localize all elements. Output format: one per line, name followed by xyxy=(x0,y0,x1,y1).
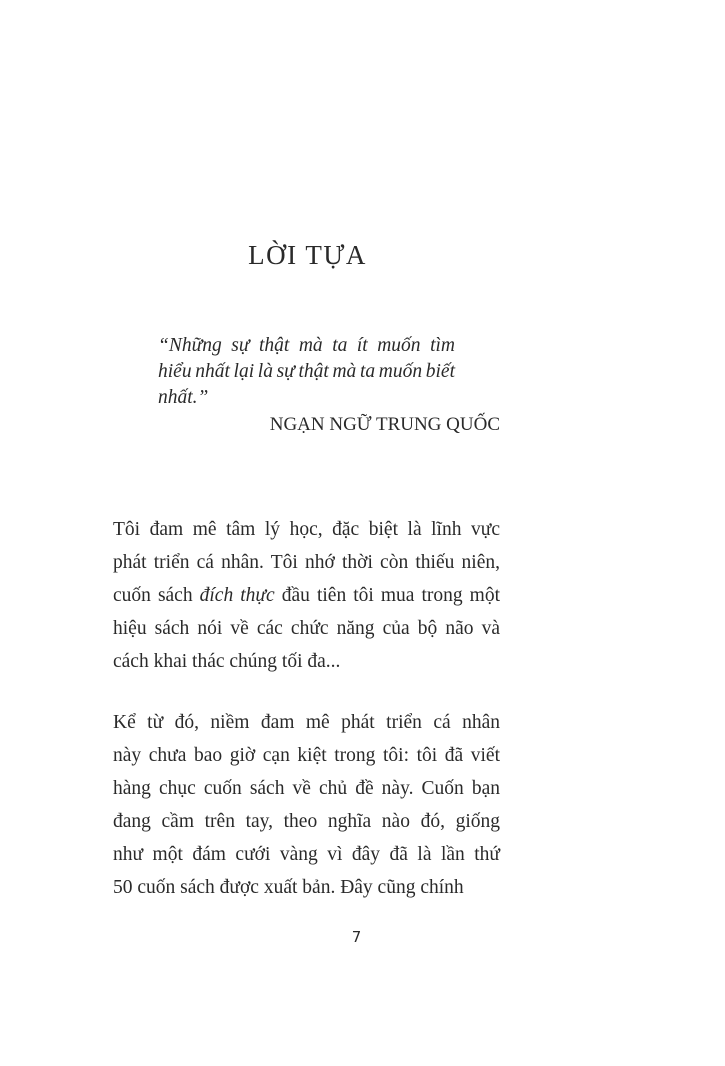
text-segment: cuốn sách xyxy=(113,585,200,606)
epigraph-attribution: NGẠN NGỮ TRUNG QUỐC xyxy=(269,414,500,435)
text-line: phát triển cá nhân. Tôi nhớ thời còn thiếu niên, xyxy=(113,552,500,573)
text-line xyxy=(113,584,500,608)
text-line: Tôi đam mê tâm lý học, đặc biệt là lĩnh vực xyxy=(113,519,500,540)
text-segment: đầu tiên tôi mua trong một xyxy=(274,585,500,606)
emphasis-text: đích thực xyxy=(199,585,275,606)
chapter-title-text: LỜI TỰA xyxy=(248,240,367,270)
text-line: như một đám cưới vàng vì đây đã là lần thứ xyxy=(113,844,500,865)
epigraph-line: “Những sự thật mà ta ít muốn tìm xyxy=(158,335,455,356)
text-line: Kể từ đó, niềm đam mê phát triển cá nhân xyxy=(113,712,500,733)
text-line: đang cầm trên tay, theo nghĩa nào đó, giống xyxy=(113,811,500,832)
text-line: hàng chục cuốn sách về chủ đề này. Cuốn bạn xyxy=(113,778,500,799)
text-line: này chưa bao giờ cạn kiệt trong tôi: tôi đã viết xyxy=(113,745,500,766)
chapter-title xyxy=(0,240,725,271)
text-line: hiệu sách nói về các chức năng của bộ não và xyxy=(113,618,500,639)
page-number: 7 xyxy=(351,928,362,946)
text-line: cách khai thác chúng tối đa... xyxy=(113,651,341,672)
text-line: 50 cuốn sách được xuất bản. Đây cũng chính xyxy=(113,877,464,898)
epigraph-line: hiểu nhất lại là sự thật mà ta muốn biết xyxy=(158,361,455,382)
epigraph-line: nhất.” xyxy=(158,387,209,408)
